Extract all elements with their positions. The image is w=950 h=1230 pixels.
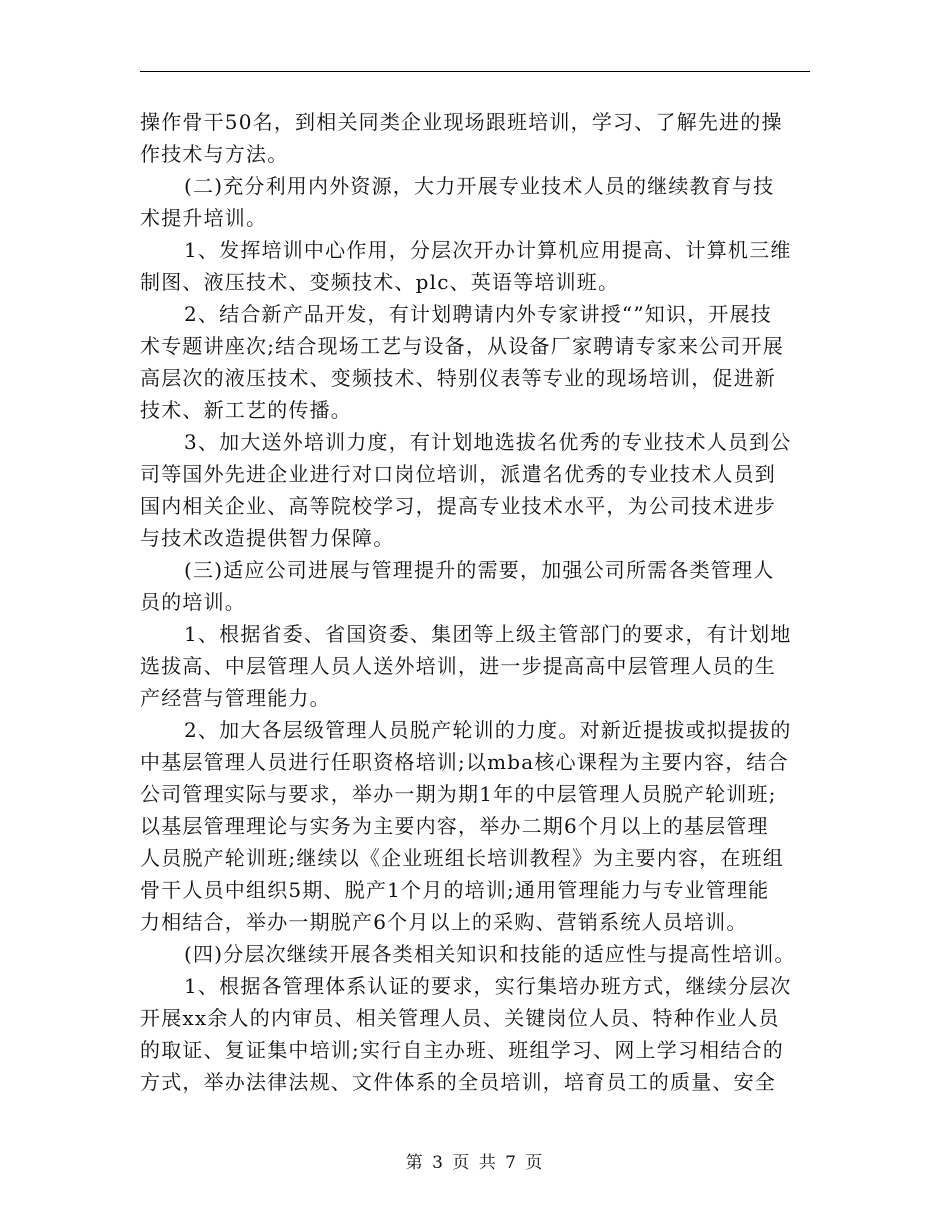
text-line: 产经营与管理能力。 [140, 686, 331, 710]
text-line: 公司管理实际与要求，举办一期为期1年的中层管理人员脱产轮训班; [140, 782, 777, 806]
text-line: 1、根据省委、省国资委、集团等上级主管部门的要求，有计划地 [184, 622, 792, 646]
text-line: 开展xx余人的内审员、相关管理人员、关键岗位人员、特种作业人员 [140, 1006, 780, 1030]
text-line: 1、发挥培训中心作用，分层次开办计算机应用提高、计算机三维 [184, 238, 792, 262]
header-rule [140, 71, 810, 72]
text-line: 高层次的液压技术、变频技术、特别仪表等专业的现场培训，促进新 [140, 366, 776, 390]
text-line: 技术、新工艺的传播。 [140, 398, 352, 422]
text-line: 3、加大送外培训力度，有计划地选拔名优秀的专业技术人员到公 [184, 430, 792, 454]
text-line: 骨干人员中组织5期、脱产1个月的培训;通用管理能力与专业管理能 [140, 878, 770, 902]
text-line: 术专题讲座次;结合现场工艺与设备，从设备厂家聘请专家来公司开展 [140, 334, 784, 358]
text-line: 中基层管理人员进行任职资格培训;以mba核心课程为主要内容，结合 [140, 750, 789, 774]
text-line: 司等国外先进企业进行对口岗位培训，派遣名优秀的专业技术人员到 [140, 462, 776, 486]
text-line: 制图、液压技术、变频技术、plc、英语等培训班。 [140, 270, 620, 294]
text-line: 2、结合新产品开发，有计划聘请内外专家讲授“”知识，开展技 [184, 302, 772, 326]
text-line: 作技术与方法。 [140, 142, 289, 166]
text-line: 与技术改造提供智力保障。 [140, 526, 395, 550]
text-line: 以基层管理理论与实务为主要内容，举办二期6个月以上的基层管理 [140, 814, 769, 838]
text-line: (二)充分利用内外资源，大力开展专业技术人员的继续教育与技 [184, 174, 775, 198]
document-body [140, 106, 810, 1098]
page-footer: 第 3 页 共 7 页 [405, 1153, 545, 1173]
text-line: 员的培训。 [140, 590, 246, 614]
text-line: 术提升培训。 [140, 206, 268, 230]
text-line: 国内相关企业、高等院校学习，提高专业技术水平，为公司技术进步 [140, 494, 776, 518]
text-line: (四)分层次继续开展各类相关知识和技能的适应性与提高性培训。 [184, 942, 796, 966]
text-line: 操作骨干50名，到相关同类企业现场跟班培训，学习、了解先进的操 [140, 110, 783, 134]
text-line: 1、根据各管理体系认证的要求，实行集培办班方式，继续分层次 [184, 974, 792, 998]
text-line: 选拔高、中层管理人员人送外培训，进一步提高高中层管理人员的生 [140, 654, 776, 678]
text-line: 方式，举办法律法规、文件体系的全员培训，培育员工的质量、安全 [140, 1070, 776, 1094]
text-line: (三)适应公司进展与管理提升的需要，加强公司所需各类管理人 [184, 558, 775, 582]
text-line: 2、加大各层级管理人员脱产轮训的力度。对新近提拔或拟提拔的 [184, 718, 792, 742]
text-line: 力相结合，举办一期脱产6个月以上的采购、营销系统人员培训。 [140, 910, 748, 934]
text-line: 人员脱产轮训班;继续以《企业班组长培训教程》为主要内容，在班组 [140, 846, 784, 870]
text-line: 的取证、复证集中培训;实行自主办班、班组学习、网上学习相结合的 [140, 1038, 784, 1062]
